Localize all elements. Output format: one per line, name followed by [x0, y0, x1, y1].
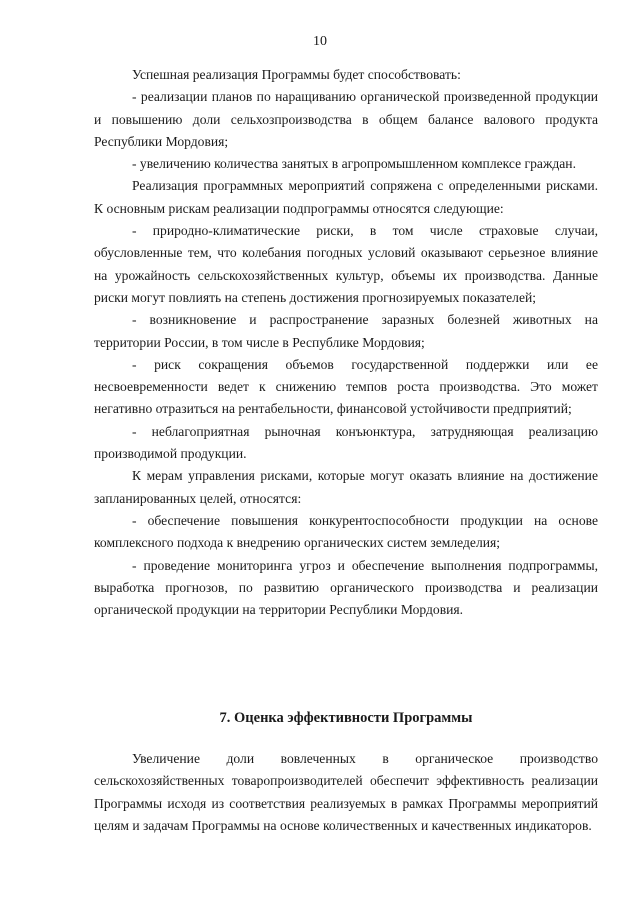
paragraph-risk-management: К мерам управления рисками, которые могут оказать влияние на достижение запланированных целей, относятся:: [94, 468, 598, 506]
paragraph-employment: - увеличению количества занятых в агропромышленном комплексе граждан.: [132, 156, 576, 172]
program-risks-text: [94, 64, 598, 621]
efficiency-section: [94, 748, 598, 837]
paragraph-monitoring: - проведение мониторинга угроз и обеспечение выполнения подпрограммы, выработка прогнозов, по развитию органического производства и реализации органической продукции на территории Республики Мордовия.: [94, 557, 598, 618]
paragraph-risks-intro: Реализация программных мероприятий сопряжена с определенными рисками. К основным рискам реализации подпрограммы относятся следующие:: [94, 178, 598, 216]
section-heading: 7. Оценка эффективности Программы: [219, 710, 473, 726]
paragraph-climate-risks: - природно-климатические риски, в том числе страховые случаи, обусловленные тем, что колебания погодных условий оказывают серьезное влияние на урожайность сельскохозяйственных культур, объемы их производства. Данные риски могут повлиять на степень достижения прогнозируемых показателей;: [94, 223, 598, 305]
paragraph-animal-diseases: - возникновение и распространение заразных болезней животных на территории России, в том числе в Республике Мордовия;: [94, 312, 598, 350]
paragraph-intro: Успешная реализация Программы будет способствовать:: [132, 67, 461, 82]
paragraph-state-support: - риск сокращения объемов государственной поддержки или ее несвоевременности ведет к снижению темпов роста производства. Это может негативно отразиться на рентабельности, финансовой устойчивости предприятий;: [94, 356, 598, 417]
paragraph-efficiency: Увеличение доли вовлеченных в органическое производство сельскохозяйственных товаропроизводителей обеспечит эффективность реализации Программы исходя из соответствия реализуемых в рамках Программы мероприятий целям и задачам Программы на основе количественных и качественных индикаторов.: [94, 751, 598, 833]
paragraph-organic-plans: - реализации планов по наращиванию органической произведенной продукции и повышению доли сельхозпроизводства в общем балансе валового продукта Республики Мордовия;: [94, 89, 598, 149]
paragraph-market-conditions: - неблагоприятная рыночная конъюнктура, затрудняющая реализацию производимой продукции.: [94, 423, 598, 462]
paragraph-competitiveness: - обеспечение повышения конкурентоспособности продукции на основе комплексного подхода к внедрению органических систем земледелия;: [94, 512, 598, 551]
page-number: 10: [313, 34, 327, 49]
